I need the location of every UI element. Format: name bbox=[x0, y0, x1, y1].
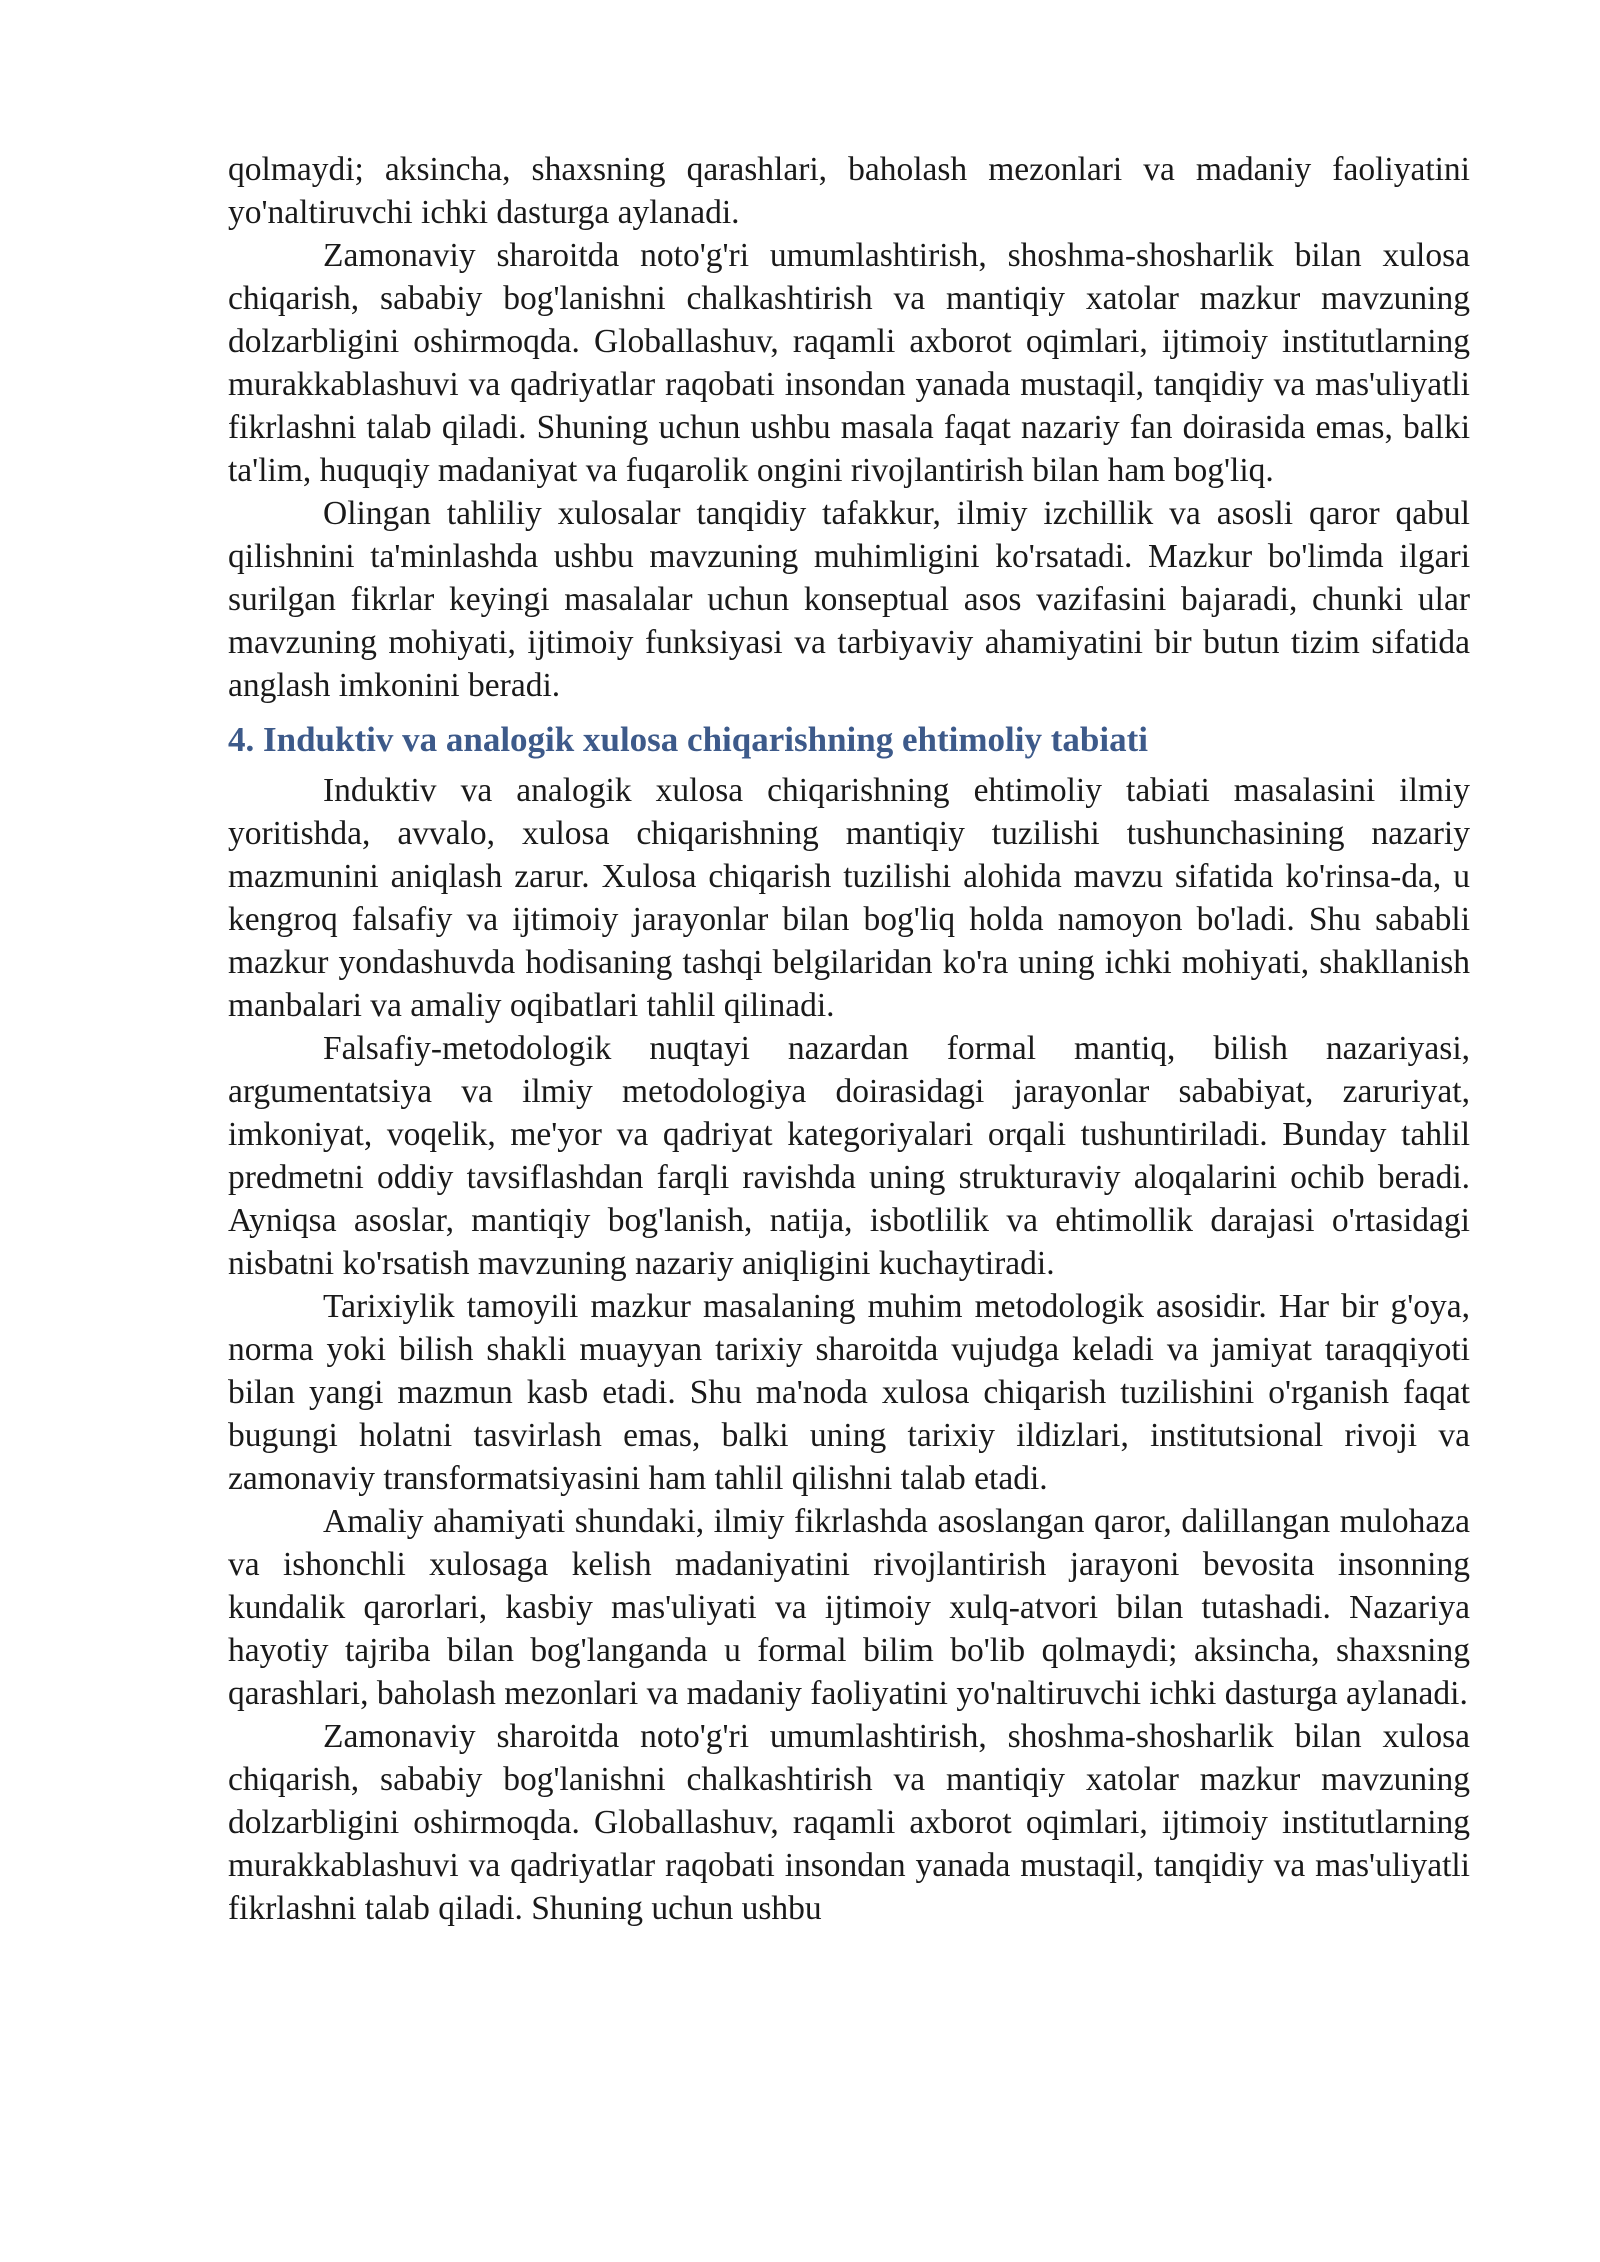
paragraph: Falsafiy-metodologik nuqtayi nazardan formal mantiq, bilish nazariyasi, argumentatsiya va ilmiy metodologiya doirasidagi jarayonlar sababiyat, zaruriyat, imkoniyat, voqelik, me'yor va qadriyat kategoriyalari orqali tushuntiriladi. Bunday tahlil predmetni oddiy tavsiflashdan farqli ravishda uning strukturaviy aloqalarini ochib beradi. Ayniqsa asoslar, mantiqiy bog'lanish, natija, isbotlilik va ehtimollik darajasi o'rtasidagi nisbatni ko'rsatish mavzuning nazariy aniqligini kuchaytiradi. bbox=[228, 1030, 1470, 1282]
paragraph: Induktiv va analogik xulosa chiqarishning ehtimoliy tabiati masalasini ilmiy yoritishda, avvalo, xulosa chiqarishning mantiqiy tuzilishi tushunchasining nazariy mazmunini aniqlash zarur. Xulosa chiqarish tuzilishi alohida mavzu sifatida ko'rinsa-da, u kengroq falsafiy va ijtimoiy jarayonlar bilan bog'liq holda namoyon bo'ladi. Shu sababli mazkur yondashuvda hodisaning tashqi belgilaridan ko'ra uning ichki mohiyati, shakllanish manbalari va amaliy oqibatlari tahlil qilinadi. bbox=[228, 772, 1470, 1024]
paragraph-continuation: qolmaydi; aksincha, shaxsning qarashlari, baholash mezonlari va madaniy faoliyatini yo'naltiruvchi ichki dasturga aylanadi. bbox=[228, 151, 1470, 231]
paragraph: Zamonaviy sharoitda noto'g'ri umumlashtirish, shoshma-shosharlik bilan xulosa chiqarish, sababiy bog'lanishni chalkashtirish va mantiqiy xatolar mazkur mavzuning dolzarbligini oshirmoqda. Globallashuv, raqamli axborot oqimlari, ijtimoiy institutlarning murakkablashuvi va qadriyatlar raqobati insondan yanada mustaqil, tanqidiy va mas'uliyatli fikrlashni talab qiladi. Shuning uchun ushbu masala faqat nazariy fan doirasida emas, balki ta'lim, huquqiy madaniyat va fuqarolik ongini rivojlantirish bilan ham bog'liq. bbox=[228, 237, 1470, 489]
paragraph: Olingan tahliliy xulosalar tanqidiy tafakkur, ilmiy izchillik va asosli qaror qabul qilishnini ta'minlashda ushbu mavzuning muhimligini ko'rsatadi. Mazkur bo'limda ilgari surilgan fikrlar keyingi masalalar uchun konseptual asos vazifasini bajaradi, chunki ular mavzuning mohiyati, ijtimoiy funksiyasi va tarbiyaviy ahamiyatini bir butun tizim sifatida anglash imkonini beradi. bbox=[228, 495, 1470, 704]
document-page bbox=[228, 148, 1470, 1930]
paragraph: Amaliy ahamiyati shundaki, ilmiy fikrlashda asoslangan qaror, dalillangan mulohaza va ishonchli xulosaga kelish madaniyatini rivojlantirish jarayoni bevosita insonning kundalik qarorlari, kasbiy mas'uliyati va ijtimoiy xulq-atvori bilan tutashadi. Nazariya hayotiy tajriba bilan bog'langanda u formal bilim bo'lib qolmaydi; aksincha, shaxsning qarashlari, baholash mezonlari va madaniy faoliyatini yo'naltiruvchi ichki dasturga aylanadi. bbox=[228, 1503, 1470, 1712]
section-heading: 4. Induktiv va analogik xulosa chiqarishning ehtimoliy tabiati bbox=[228, 720, 1148, 759]
paragraph: Tarixiylik tamoyili mazkur masalaning muhim metodologik asosidir. Har bir g'oya, norma yoki bilish shakli muayyan tarixiy sharoitda vujudga keladi va jamiyat taraqqiyoti bilan yangi mazmun kasb etadi. Shu ma'noda xulosa chiqarish tuzilishini o'rganish faqat bugungi holatni tasvirlash emas, balki uning tarixiy ildizlari, institutsional rivoji va zamonaviy transformatsiyasini ham tahlil qilishni talab etadi. bbox=[228, 1288, 1470, 1497]
paragraph: Zamonaviy sharoitda noto'g'ri umumlashtirish, shoshma-shosharlik bilan xulosa chiqarish, sababiy bog'lanishni chalkashtirish va mantiqiy xatolar mazkur mavzuning dolzarbligini oshirmoqda. Globallashuv, raqamli axborot oqimlari, ijtimoiy institutlarning murakkablashuvi va qadriyatlar raqobati insondan yanada mustaqil, tanqidiy va mas'uliyatli fikrlashni talab qiladi. Shuning uchun ushbu bbox=[228, 1718, 1470, 1927]
